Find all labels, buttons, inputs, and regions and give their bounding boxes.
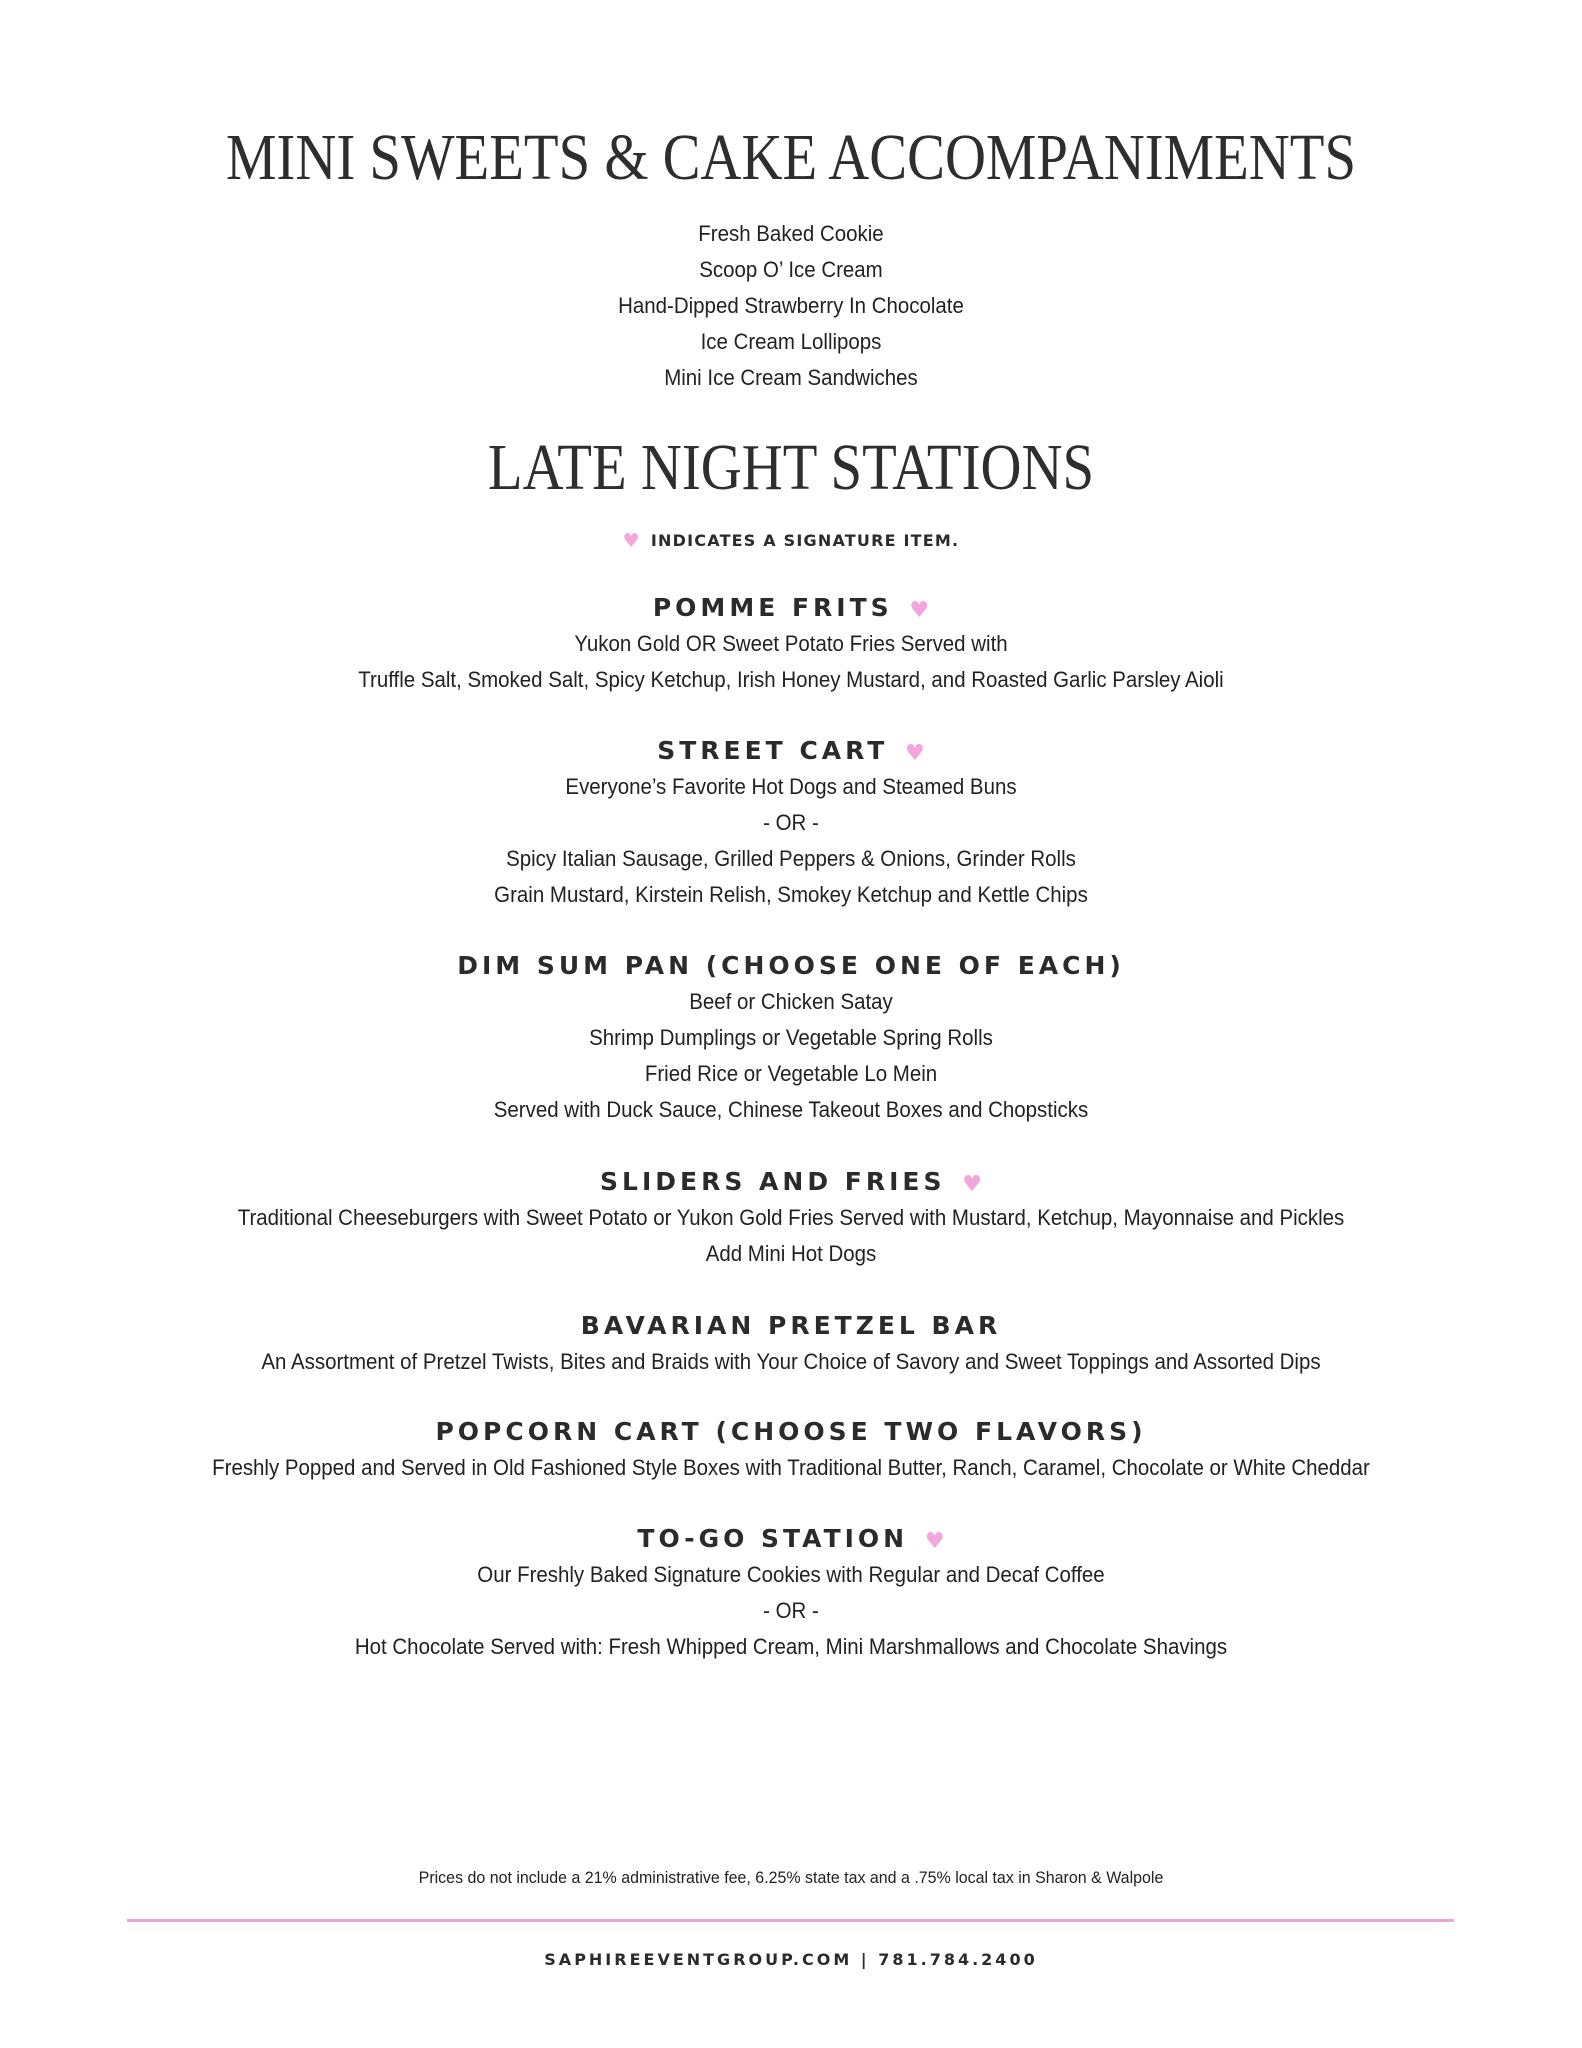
station-name: DIM SUM PAN (CHOOSE ONE OF EACH) [457, 951, 1125, 980]
sweets-title: MINI SWEETS & CAKE ACCOMPANIMENTS [225, 121, 1357, 194]
station-line: Hot Chocolate Served with: Fresh Whipped Cream, Mini Marshmallows and Chocolate Shavings [354, 1634, 1228, 1659]
station-title [0, 948, 1582, 984]
station-line: Shrimp Dumplings or Vegetable Spring Rolls [589, 1025, 993, 1050]
footer-divider [127, 1919, 1454, 1922]
list-item: Scoop O’ Ice Cream [699, 257, 883, 282]
station-lines [0, 984, 1582, 1128]
station-name: TO-GO STATION [637, 1524, 909, 1553]
station-popcorn-cart [0, 1414, 1582, 1486]
station-line: Traditional Cheeseburgers with Sweet Potato or Yukon Gold Fries Served with Mustard, Ketchup, Mayonnaise and Pickles [237, 1205, 1345, 1230]
station-line: Beef or Chicken Satay [689, 989, 893, 1014]
station-dim-sum-pan [0, 948, 1582, 1128]
station-line: - OR - [763, 1598, 819, 1623]
station-title [0, 590, 1582, 626]
station-lines [0, 1557, 1582, 1665]
list-item: Ice Cream Lollipops [700, 329, 882, 354]
list-item: Fresh Baked Cookie [698, 221, 884, 246]
station-line: Yukon Gold OR Sweet Potato Fries Served with [574, 631, 1008, 656]
station-lines [0, 1344, 1582, 1380]
signature-legend [0, 530, 1582, 552]
station-line: - OR - [763, 810, 819, 835]
station-street-cart [0, 733, 1582, 913]
station-line: Truffle Salt, Smoked Salt, Spicy Ketchup, Irish Honey Mustard, and Roasted Garlic Parsley Aioli [358, 667, 1224, 692]
station-name: BAVARIAN PRETZEL BAR [580, 1311, 1002, 1340]
station-sliders-and-fries [0, 1164, 1582, 1272]
heart-icon: ♥ [924, 1529, 945, 1554]
station-lines [0, 1450, 1582, 1486]
station-pomme-frits [0, 590, 1582, 698]
station-title [0, 1308, 1582, 1344]
station-lines [0, 1200, 1582, 1272]
station-title [0, 1164, 1582, 1200]
late-night-title: LATE NIGHT STATIONS [487, 431, 1095, 504]
station-lines [0, 626, 1582, 698]
station-line: Grain Mustard, Kirstein Relish, Smokey Ketchup and Kettle Chips [494, 882, 1088, 907]
station-title [0, 1521, 1582, 1557]
station-bavarian-pretzel-bar [0, 1308, 1582, 1380]
station-line: Everyone’s Favorite Hot Dogs and Steamed Buns [565, 774, 1017, 799]
station-line: Our Freshly Baked Signature Cookies with Regular and Decaf Coffee [477, 1562, 1105, 1587]
station-line: Spicy Italian Sausage, Grilled Peppers & Onions, Grinder Rolls [506, 846, 1076, 871]
footer-contact: SAPHIREEVENTGROUP.COM | 781.784.2400 [544, 1950, 1038, 1969]
station-title [0, 1414, 1582, 1450]
station-to-go [0, 1521, 1582, 1665]
pricing-disclaimer: Prices do not include a 21% administrative fee, 6.25% state tax and a .75% local tax in Sharon & Walpole [418, 1868, 1164, 1887]
station-name: SLIDERS AND FRIES [600, 1167, 946, 1196]
station-name: POPCORN CART (CHOOSE TWO FLAVORS) [435, 1417, 1147, 1446]
heart-icon: ♥ [909, 598, 930, 623]
legend-text: INDICATES A SIGNATURE ITEM. [650, 531, 960, 550]
station-title [0, 733, 1582, 769]
station-line: An Assortment of Pretzel Twists, Bites and Braids with Your Choice of Savory and Sweet Toppings and Assorted Dips [261, 1349, 1321, 1374]
station-name: POMME FRITS [652, 593, 893, 622]
station-line: Freshly Popped and Served in Old Fashioned Style Boxes with Traditional Butter, Ranch, Caramel, Chocolate or White Cheddar [212, 1455, 1370, 1480]
sweets-list [0, 216, 1582, 396]
station-lines [0, 769, 1582, 913]
list-item: Mini Ice Cream Sandwiches [664, 365, 918, 390]
heart-icon: ♥ [962, 1172, 982, 1197]
heart-icon: ♥ [905, 741, 925, 766]
station-line: Fried Rice or Vegetable Lo Mein [644, 1061, 938, 1086]
station-line: Served with Duck Sauce, Chinese Takeout Boxes and Chopsticks [493, 1097, 1089, 1122]
heart-icon: ♥ [622, 530, 641, 552]
list-item: Hand-Dipped Strawberry In Chocolate [618, 293, 964, 318]
station-line: Add Mini Hot Dogs [705, 1241, 877, 1266]
station-name: STREET CART [657, 736, 889, 765]
